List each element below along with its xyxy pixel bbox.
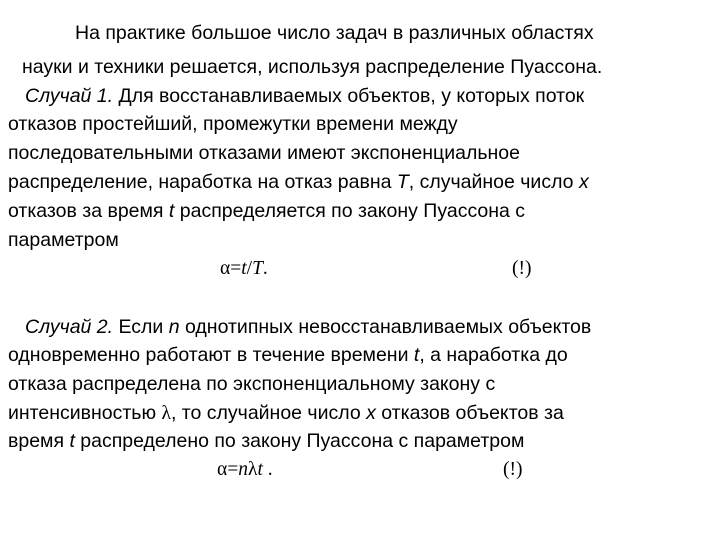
formula2-dot: . <box>262 459 273 480</box>
case2-lambda: λ <box>161 403 171 424</box>
formula1-slash: / <box>246 258 253 279</box>
case1-formula-mark <box>512 256 531 282</box>
case2-text-2a: одновременно работают в течение времени <box>8 344 414 366</box>
case2-text-4a: интенсивностью <box>8 402 162 424</box>
case1-text-4b: , случайное число <box>408 171 579 193</box>
case2-line-4 <box>8 400 564 427</box>
case2-var-t: t <box>413 344 420 366</box>
formula1-eq: = <box>230 258 242 279</box>
formula1-T: T <box>252 258 263 279</box>
case1-text-2: отказов простейший, промежутки времени между <box>8 113 458 135</box>
case2-formula <box>217 457 273 483</box>
formula1-dot: . <box>262 258 268 279</box>
formula1-mark: (!) <box>512 258 532 279</box>
case1-text-3: последовательными отказами имеют экспоненциальное <box>8 142 520 164</box>
case2-line-1 <box>25 314 591 340</box>
case1-var-t: t <box>168 200 175 222</box>
case1-text-6: параметром <box>8 229 119 251</box>
case1-formula <box>220 256 268 282</box>
formula2-eq: = <box>227 459 239 480</box>
case1-line-1 <box>25 83 584 109</box>
intro-text-2: науки и техники решается, используя распределение Пуассона. <box>22 56 603 78</box>
case2-var-n: n <box>168 316 180 338</box>
case1-line-4 <box>8 169 589 195</box>
case2-text-4c: отказов объектов за <box>375 402 564 424</box>
case2-var-x: x <box>366 402 376 424</box>
case1-var-T: T <box>396 171 409 193</box>
formula1-t: t <box>241 258 247 279</box>
case2-line-5 <box>8 428 524 454</box>
case2-line-3 <box>8 371 495 397</box>
formula2-mark: (!) <box>503 459 523 480</box>
case1-text-5a: отказов за время <box>8 200 169 222</box>
case1-text-1: Для восстанавливаемых объектов, у которых поток <box>113 85 585 107</box>
formula1-alpha: α <box>220 258 231 279</box>
case2-text-5a: время <box>8 430 70 452</box>
intro-line-2 <box>22 54 602 80</box>
case1-line-5 <box>8 198 525 224</box>
case1-line-2 <box>8 111 458 137</box>
case2-text-1a: Если <box>113 316 169 338</box>
case1-label: Случай 1. <box>25 85 114 107</box>
case2-text-1b: однотипных невосстанавливаемых объектов <box>179 316 592 338</box>
case1-var-x: x <box>578 171 589 193</box>
case2-line-2 <box>8 342 568 368</box>
case2-text-4b: , то случайное число <box>170 402 367 424</box>
case2-text-2b: , а наработка до <box>419 344 568 366</box>
case1-line-6 <box>8 227 119 253</box>
case2-text-5b: распределено по закону Пуассона с параметром <box>74 430 525 452</box>
case1-line-3 <box>8 140 520 166</box>
intro-text-1: На практике большое число задач в различных областях <box>75 22 594 44</box>
intro-line-1 <box>75 20 594 46</box>
formula2-alpha: α <box>217 459 228 480</box>
case1-text-4a: распределение, наработка на отказ равна <box>8 171 397 193</box>
formula2-n: n <box>238 459 248 480</box>
case2-formula-mark <box>503 457 522 483</box>
case2-var-t2: t <box>69 430 75 452</box>
case2-text-3: отказа распределена по экспоненциальному закону с <box>8 373 496 395</box>
formula2-t: t <box>257 459 263 480</box>
case1-text-5b: распределяется по закону Пуассона с <box>174 200 526 222</box>
case2-label: Случай 2. <box>25 316 114 338</box>
formula2-lambda: λ <box>247 459 258 480</box>
